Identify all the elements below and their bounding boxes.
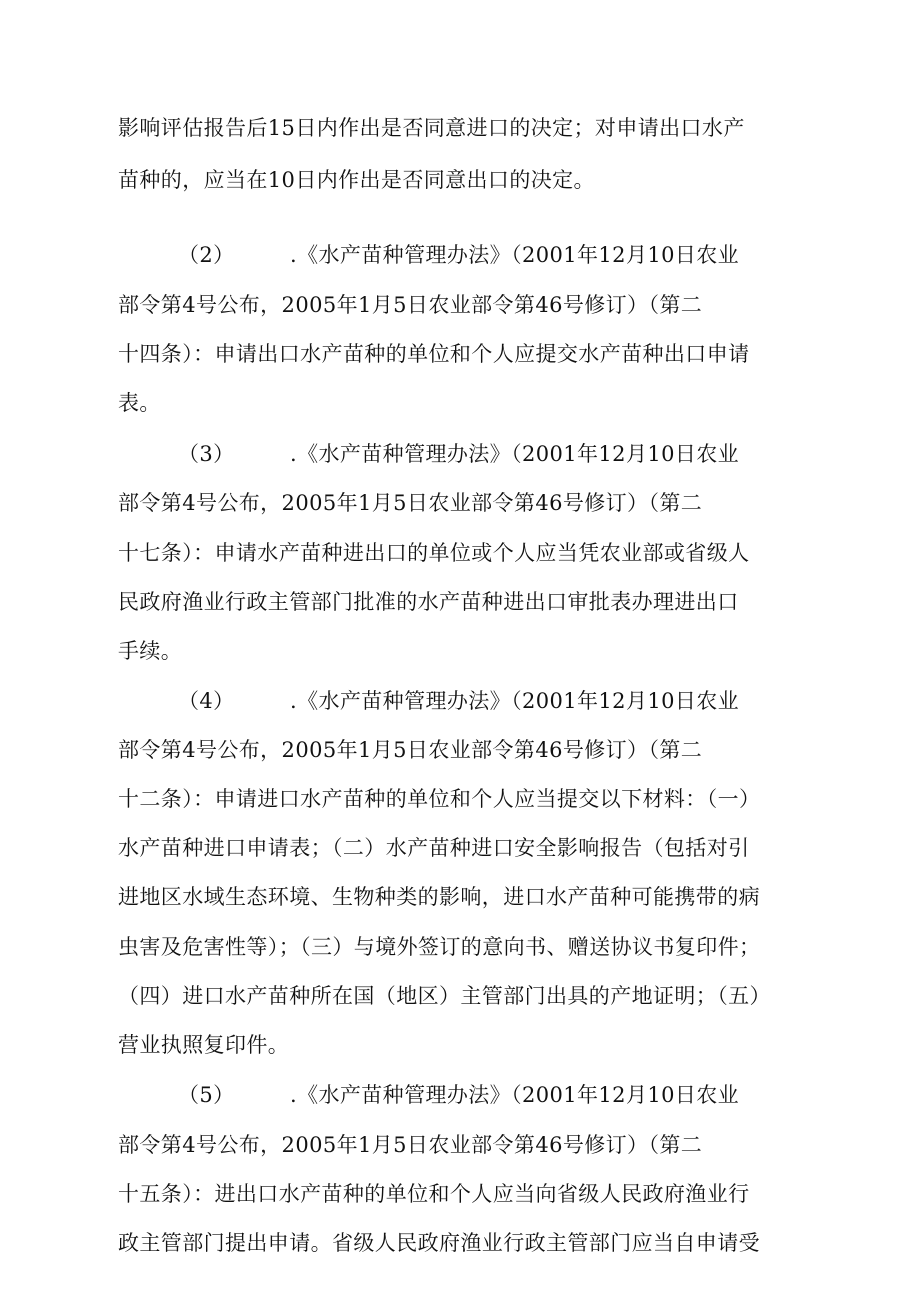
item-number: （5） — [178, 1083, 235, 1107]
paragraph-line: 部令第4号公布，2005年1月5日农业部令第46号修订）（第二 — [118, 738, 703, 762]
item-text: .《水产苗种管理办法》（2001年12月10日农业 — [290, 442, 740, 466]
paragraph-line: 影响评估报告后15日内作出是否同意进口的决定；对申请出口水产 — [118, 116, 745, 140]
item-3-first-line — [178, 439, 868, 469]
item-text: .《水产苗种管理办法》（2001年12月10日农业 — [290, 1083, 740, 1107]
paragraph-line: 十二条）：申请进口水产苗种的单位和个人应当提交以下材料：（一） — [118, 787, 761, 811]
item-2-first-line — [178, 240, 868, 270]
paragraph-line: 手续。 — [118, 639, 183, 663]
paragraph-line: 部令第4号公布，2005年1月5日农业部令第46号修订）（第二 — [118, 1133, 703, 1157]
paragraph-line: 表。 — [118, 391, 161, 415]
paragraph-line: 营业执照复印件。 — [118, 1033, 290, 1057]
paragraph-line: 十五条）：进出口水产苗种的单位和个人应当向省级人民政府渔业行 — [118, 1182, 750, 1206]
paragraph-line: 十七条）：申请水产苗种进出口的单位或个人应当凭农业部或省级人 — [118, 541, 750, 565]
item-text: .《水产苗种管理办法》（2001年12月10日农业 — [290, 689, 740, 713]
paragraph-line: 苗种的，应当在10日内作出是否同意出口的决定。 — [118, 168, 595, 192]
item-number: （3） — [178, 442, 235, 466]
paragraph-line: 部令第4号公布，2005年1月5日农业部令第46号修订）（第二 — [118, 491, 703, 515]
paragraph-line: 水产苗种进口申请表；（二）水产苗种进口安全影响报告（包括对引 — [118, 836, 750, 860]
item-5-first-line — [178, 1080, 868, 1110]
item-number: （2） — [178, 243, 235, 267]
paragraph-line: 民政府渔业行政主管部门批准的水产苗种进出口审批表办理进出口 — [118, 590, 739, 614]
paragraph-line: 政主管部门提出申请。省级人民政府渔业行政主管部门应当自申请受 — [118, 1231, 760, 1255]
item-text: .《水产苗种管理办法》（2001年12月10日农业 — [290, 243, 740, 267]
item-number: （4） — [178, 689, 235, 713]
paragraph-line: 部令第4号公布，2005年1月5日农业部令第46号修订）（第二 — [118, 293, 703, 317]
paragraph-line: 虫害及危害性等）；（三）与境外签订的意向书、赠送协议书复印件； — [118, 935, 761, 959]
item-4-first-line — [178, 686, 868, 716]
paragraph-line: （四）进口水产苗种所在国（地区）主管部门出具的产地证明；（五） — [118, 984, 771, 1008]
paragraph-line: 进地区水域生态环境、生物种类的影响，进口水产苗种可能携带的病 — [118, 885, 760, 909]
paragraph-line: 十四条）：申请出口水产苗种的单位和个人应提交水产苗种出口申请 — [118, 342, 750, 366]
